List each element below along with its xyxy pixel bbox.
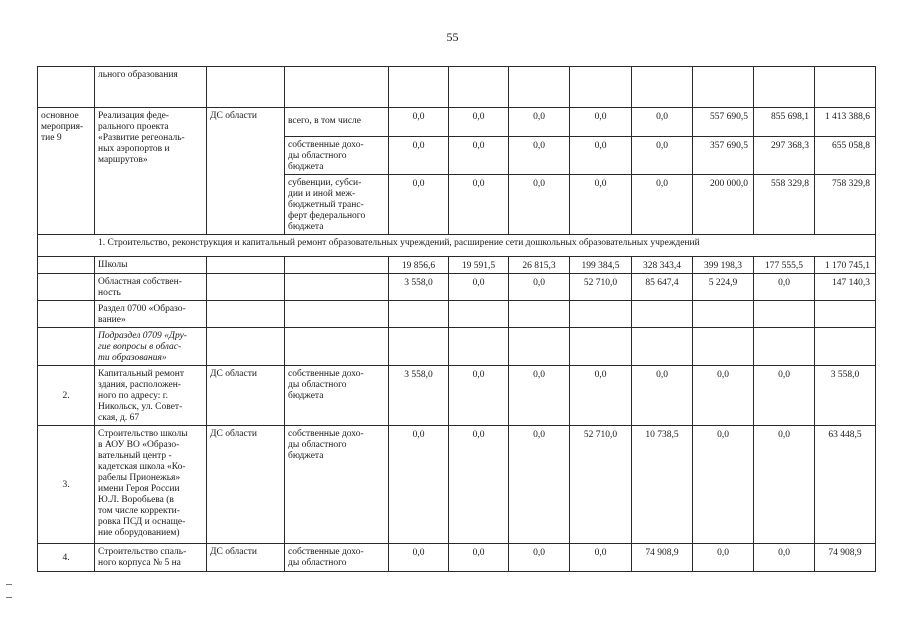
value-cell: 0,0 bbox=[632, 108, 693, 137]
table-row bbox=[38, 257, 876, 274]
page-number: 55 bbox=[446, 30, 459, 44]
scan-artifact-mark bbox=[6, 584, 12, 585]
value-cell: 0,0 bbox=[570, 175, 632, 235]
value-cell: 0,0 bbox=[389, 175, 449, 235]
value-cell: 0,0 bbox=[754, 426, 815, 544]
value-cell: 855 698,1 bbox=[754, 108, 815, 137]
row-number: 4. bbox=[38, 544, 95, 572]
value-cell: 0,0 bbox=[570, 108, 632, 137]
measure-description: Капитальный ремонт здания, расположен- ного по адресу: г. Никольск, ул. Совет- ская, д. 67 bbox=[95, 366, 207, 426]
value-cell: 0,0 bbox=[632, 366, 693, 426]
executor: ДС области bbox=[207, 544, 285, 572]
value-cell: 0,0 bbox=[509, 366, 570, 426]
value-cell: 0,0 bbox=[754, 366, 815, 426]
value-cell: 0,0 bbox=[389, 544, 449, 572]
value-cell: 0,0 bbox=[509, 544, 570, 572]
funding-source: собственные дохо- ды областного бюджета bbox=[285, 366, 389, 426]
row-number: 3. bbox=[38, 426, 95, 544]
value-cell: 52 710,0 bbox=[570, 426, 632, 544]
measure-description: Областная собствен- ность bbox=[95, 274, 207, 301]
measure-description: Реализация феде- рального проекта «Развитие регеональ- ных аэропортов и маршрутов» bbox=[95, 108, 207, 235]
value-cell: 19 591,5 bbox=[449, 257, 509, 274]
value-cell: 19 856,6 bbox=[389, 257, 449, 274]
value-cell: 147 140,3 bbox=[815, 274, 876, 301]
value-cell: 74 908,9 bbox=[632, 544, 693, 572]
value-cell: 0,0 bbox=[449, 426, 509, 544]
value-cell: 0,0 bbox=[570, 544, 632, 572]
value-cell: 297 368,3 bbox=[754, 137, 815, 175]
value-cell: 1 413 388,6 bbox=[815, 108, 876, 137]
value-cell: 557 690,5 bbox=[693, 108, 754, 137]
value-cell: 558 329,8 bbox=[754, 175, 815, 235]
budget-table bbox=[37, 66, 876, 572]
value-cell: 0,0 bbox=[509, 274, 570, 301]
value-cell: 0,0 bbox=[570, 366, 632, 426]
value-cell: 0,0 bbox=[693, 366, 754, 426]
value-cell: 0,0 bbox=[449, 137, 509, 175]
value-cell: 0,0 bbox=[754, 544, 815, 572]
value-cell: 357 690,5 bbox=[693, 137, 754, 175]
value-cell: 0,0 bbox=[509, 108, 570, 137]
value-cell: 0,0 bbox=[389, 137, 449, 175]
measure-label: основное мероприя- тие 9 bbox=[38, 108, 95, 235]
value-cell: 0,0 bbox=[389, 108, 449, 137]
table-row bbox=[38, 328, 876, 366]
value-cell: 328 343,4 bbox=[632, 257, 693, 274]
value-cell: 199 384,5 bbox=[570, 257, 632, 274]
table-row bbox=[38, 235, 876, 257]
table-row bbox=[38, 366, 876, 426]
value-cell: 0,0 bbox=[693, 426, 754, 544]
measure-description: Школы bbox=[95, 257, 207, 274]
value-cell: 0,0 bbox=[570, 137, 632, 175]
executor: ДС области bbox=[207, 366, 285, 426]
subsection-heading: Подраздел 0709 «Дру- гие вопросы в облас- ти образования» bbox=[95, 328, 207, 366]
value-cell: 5 224,9 bbox=[693, 274, 754, 301]
value-cell: 3 558,0 bbox=[389, 274, 449, 301]
executor: ДС области bbox=[207, 108, 285, 235]
value-cell: 74 908,9 bbox=[815, 544, 876, 572]
table-row bbox=[38, 426, 876, 544]
table-row bbox=[38, 67, 876, 108]
value-cell: 52 710,0 bbox=[570, 274, 632, 301]
row-number: 2. bbox=[38, 366, 95, 426]
table-row bbox=[38, 544, 876, 572]
value-cell: 0,0 bbox=[449, 366, 509, 426]
value-cell: 0,0 bbox=[449, 108, 509, 137]
value-cell: 758 329,8 bbox=[815, 175, 876, 235]
table-row bbox=[38, 108, 876, 137]
value-cell: 200 000,0 bbox=[693, 175, 754, 235]
value-cell: 1 170 745,1 bbox=[815, 257, 876, 274]
funding-source: собственные дохо- ды областного бюджета bbox=[285, 426, 389, 544]
section-banner: 1. Строительство, реконструкция и капитальный ремонт образовательных учреждений, расширение сети дошкольных образовательных учреждений bbox=[38, 235, 876, 257]
value-cell: 0,0 bbox=[449, 175, 509, 235]
value-cell: 3 558,0 bbox=[389, 366, 449, 426]
funding-source: собственные дохо- ды областного бюджета bbox=[285, 137, 389, 175]
value-cell: 10 738,5 bbox=[632, 426, 693, 544]
value-cell: 0,0 bbox=[449, 274, 509, 301]
value-cell: 0,0 bbox=[632, 137, 693, 175]
table-row bbox=[38, 301, 876, 328]
value-cell: 0,0 bbox=[632, 175, 693, 235]
value-cell: 85 647,4 bbox=[632, 274, 693, 301]
value-cell: 0,0 bbox=[449, 544, 509, 572]
value-cell: 177 555,5 bbox=[754, 257, 815, 274]
scan-artifact-mark bbox=[6, 597, 12, 598]
value-cell: 0,0 bbox=[509, 175, 570, 235]
funding-source: всего, в том числе bbox=[285, 108, 389, 137]
value-cell: 0,0 bbox=[389, 426, 449, 544]
value-cell: 3 558,0 bbox=[815, 366, 876, 426]
measure-description: льного образования bbox=[95, 67, 207, 108]
value-cell: 399 198,3 bbox=[693, 257, 754, 274]
measure-description: Строительство спаль- ного корпуса № 5 на bbox=[95, 544, 207, 572]
measure-description: Строительство школы в АОУ ВО «Образо- вательный центр - кадетская школа «Ко- рабелы Прионежья» имени Героя России Ю.Л. Воробьева (в том числе корректи- ровка ПСД и оснаще- ние оборудованием) bbox=[95, 426, 207, 544]
table-row bbox=[38, 274, 876, 301]
funding-source: собственные дохо- ды областного bbox=[285, 544, 389, 572]
value-cell: 0,0 bbox=[693, 544, 754, 572]
funding-source: субвенции, субси- дии и иной меж- бюджетный транс- ферт федерального бюджета bbox=[285, 175, 389, 235]
value-cell: 26 815,3 bbox=[509, 257, 570, 274]
value-cell: 63 448,5 bbox=[815, 426, 876, 544]
value-cell: 0,0 bbox=[509, 426, 570, 544]
section-heading: Раздел 0700 «Образо- вание» bbox=[95, 301, 207, 328]
value-cell: 0,0 bbox=[509, 137, 570, 175]
value-cell: 655 058,8 bbox=[815, 137, 876, 175]
executor: ДС области bbox=[207, 426, 285, 544]
value-cell: 0,0 bbox=[754, 274, 815, 301]
